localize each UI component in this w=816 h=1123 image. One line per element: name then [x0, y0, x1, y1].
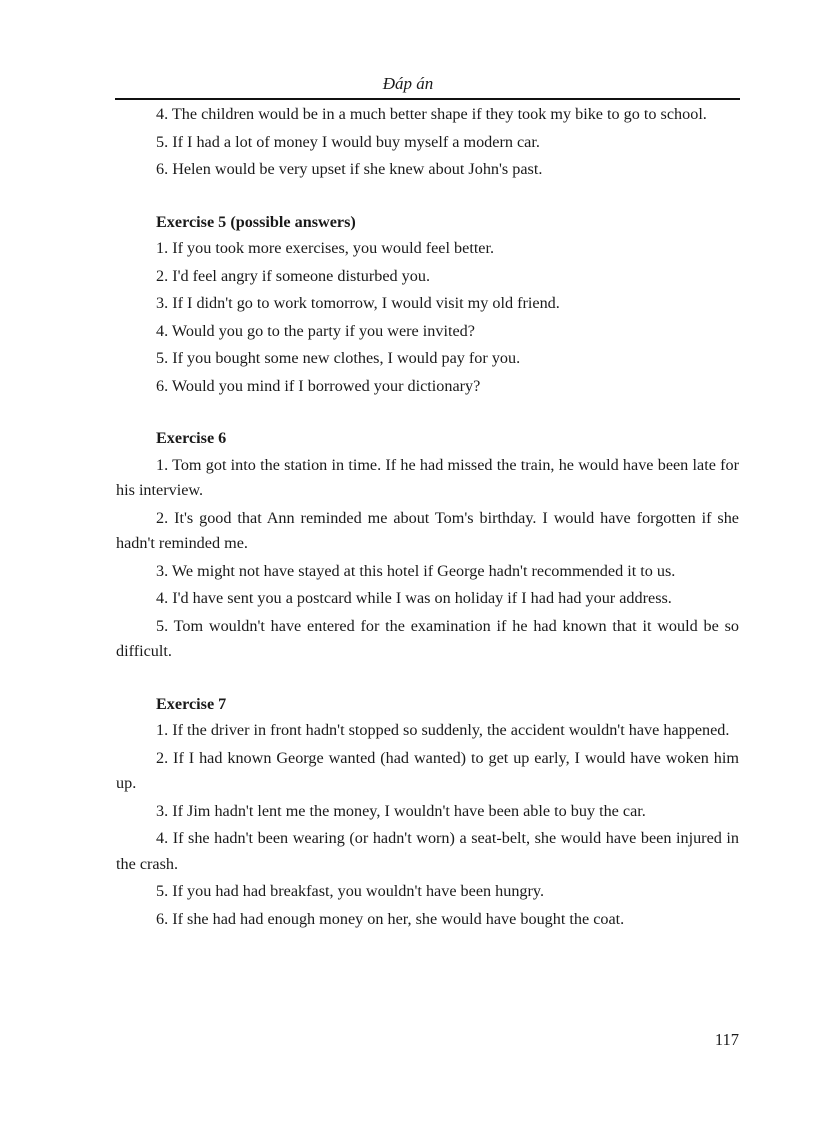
answer-item: 2. It's good that Ann reminded me about Tom's birthday. I would have forgotten if she hadn't reminded me. [116, 508, 739, 552]
answer-item: 4. If she hadn't been wearing (or hadn't worn) a seat-belt, she would have been injured in the crash. [116, 829, 739, 873]
exercise-5-heading: Exercise 5 (possible answers) [156, 212, 356, 231]
exercise-6-section [116, 426, 739, 665]
answer-item: 3. If Jim hadn't lent me the money, I wouldn't have been able to buy the car. [156, 801, 646, 820]
answer-item: 4. Would you go to the party if you were invited? [156, 321, 475, 340]
answer-item: 4. I'd have sent you a postcard while I was on holiday if I had had your address. [156, 589, 672, 607]
answer-item: 6. If she had had enough money on her, she would have bought the coat. [156, 909, 625, 928]
answer-item: 5. Tom wouldn't have entered for the examination if he had known that it would be so difficult. [116, 616, 739, 660]
exercise-6-heading: Exercise 6 [156, 429, 227, 447]
answer-item: 6. Helen would be very upset if she knew about John's past. [156, 160, 543, 178]
exercise-7-heading: Exercise 7 [156, 694, 227, 713]
intro-items [116, 102, 739, 183]
header-rule [115, 98, 740, 100]
page-number: 117 [714, 1030, 739, 1049]
page-body [116, 102, 739, 934]
answer-item: 5. If you bought some new clothes, I would pay for you. [156, 349, 521, 367]
answer-item: 5. If you had had breakfast, you wouldn't have been hungry. [156, 882, 545, 900]
answer-item: 3. We might not have stayed at this hotel if George hadn't recommended it to us. [156, 561, 676, 580]
exercise-7-section [116, 692, 739, 933]
answer-item: 3. If I didn't go to work tomorrow, I would visit my old friend. [156, 294, 560, 312]
answer-item: 1. If the driver in front hadn't stopped so suddenly, the accident wouldn't have happened. [156, 721, 730, 739]
answer-item: 2. If I had known George wanted (had wanted) to get up early, I would have woken him up. [116, 748, 739, 792]
exercise-5-section [116, 210, 739, 400]
answer-item: 6. Would you mind if I borrowed your dictionary? [156, 376, 481, 395]
answer-item: 4. The children would be in a much better shape if they took my bike to go to school. [156, 105, 707, 123]
running-head-title: Đáp án [382, 74, 434, 93]
answer-item: 5. If I had a lot of money I would buy myself a modern car. [156, 132, 540, 151]
answer-item: 1. Tom got into the station in time. If he had missed the train, he would have been late for his interview. [116, 455, 739, 499]
answer-item: 2. I'd feel angry if someone disturbed you. [156, 266, 430, 285]
answer-item: 1. If you took more exercises, you would feel better. [156, 239, 495, 257]
